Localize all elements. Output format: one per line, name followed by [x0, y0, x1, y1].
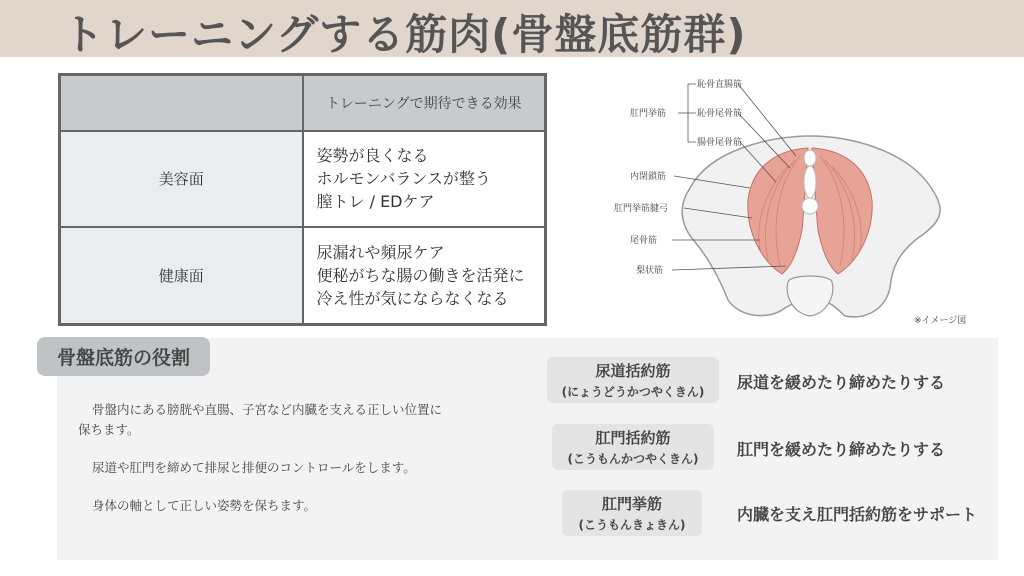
effect-item: 冷え性が気にならなくなる	[316, 289, 509, 309]
label-chikotsu-bikotsu: 恥骨尾骨筋	[697, 109, 743, 119]
title-band	[0, 0, 1024, 57]
muscle-name-anal	[552, 424, 714, 470]
roles-title: 骨盤底筋の役割	[37, 337, 210, 376]
role-paragraph: 尿道や肛門を締めて排尿と排便のコントロールをします。	[92, 460, 416, 475]
table-cell-health	[303, 227, 546, 324]
effect-item: ホルモンバランスが整う	[316, 169, 491, 189]
table-category-beauty: 美容面	[60, 131, 303, 228]
label-chokotsu-bikotsu: 腸骨尾骨筋	[697, 138, 743, 148]
pelvic-floor-illustration	[600, 70, 1000, 332]
muscle-name-urethral	[547, 357, 719, 403]
muscle-desc-anal: 肛門を緩めたり締めたりする	[737, 440, 946, 459]
effects-table	[58, 73, 547, 326]
effect-item: 尿漏れや頻尿ケア	[316, 243, 445, 263]
page-title: トレーニングする筋肉(骨盤底筋群)	[62, 10, 747, 59]
table-header-effects: トレーニングで期待できる効果	[303, 75, 546, 131]
table-category-health: 健康面	[60, 227, 303, 324]
muscle-reading: (こうもんきょきん)	[578, 518, 686, 532]
role-paragraph: 骨盤内にある膀胱や直腸、子宮など内臓を支える正しい位置に	[92, 402, 443, 417]
muscle-desc-levator: 内臓を支え肛門括約筋をサポート	[737, 505, 978, 524]
table-cell-beauty	[303, 131, 546, 228]
table-row-beauty	[60, 131, 546, 228]
table-header-row	[60, 75, 546, 131]
table-header-empty	[60, 75, 303, 131]
table-row-health	[60, 227, 546, 324]
anus-opening	[802, 198, 818, 214]
muscle-name-text: 肛門挙筋	[601, 495, 662, 513]
muscle-name-text: 尿道括約筋	[595, 362, 671, 380]
effect-item: 便秘がちな腸の働きを活発に	[316, 266, 525, 286]
effect-item: 膣トレ / EDケア	[316, 192, 435, 212]
muscle-name-text: 肛門括約筋	[595, 429, 671, 447]
illustration-note: ※イメージ図	[914, 316, 967, 326]
role-paragraph: 身体の軸として正しい姿勢を保ちます。	[92, 498, 317, 513]
urethra-opening	[804, 150, 816, 166]
pelvis-diagram	[600, 70, 1000, 332]
label-bikotsu: 尾骨筋	[630, 236, 658, 246]
label-naiheisa: 内閉鎖筋	[630, 172, 667, 182]
label-chikotsu-chokucho: 恥骨直腸筋	[697, 80, 743, 90]
vaginal-opening	[804, 166, 816, 198]
role-paragraph: 保ちます。	[78, 422, 140, 437]
muscle-desc-urethral: 尿道を緩めたり締めたりする	[737, 373, 946, 392]
effect-item: 姿勢が良くなる	[316, 146, 429, 166]
muscle-reading: (にょうどうかつやくきん)	[561, 385, 705, 399]
label-rijo: 梨状筋	[636, 266, 664, 276]
label-kenkyu: 肛門挙筋腱弓	[614, 204, 669, 214]
muscle-reading: (こうもんかつやくきん)	[567, 452, 699, 466]
muscle-name-levator	[562, 490, 702, 536]
sacrum-bone	[787, 276, 833, 316]
label-komon-kyokin: 肛門挙筋	[630, 109, 667, 119]
